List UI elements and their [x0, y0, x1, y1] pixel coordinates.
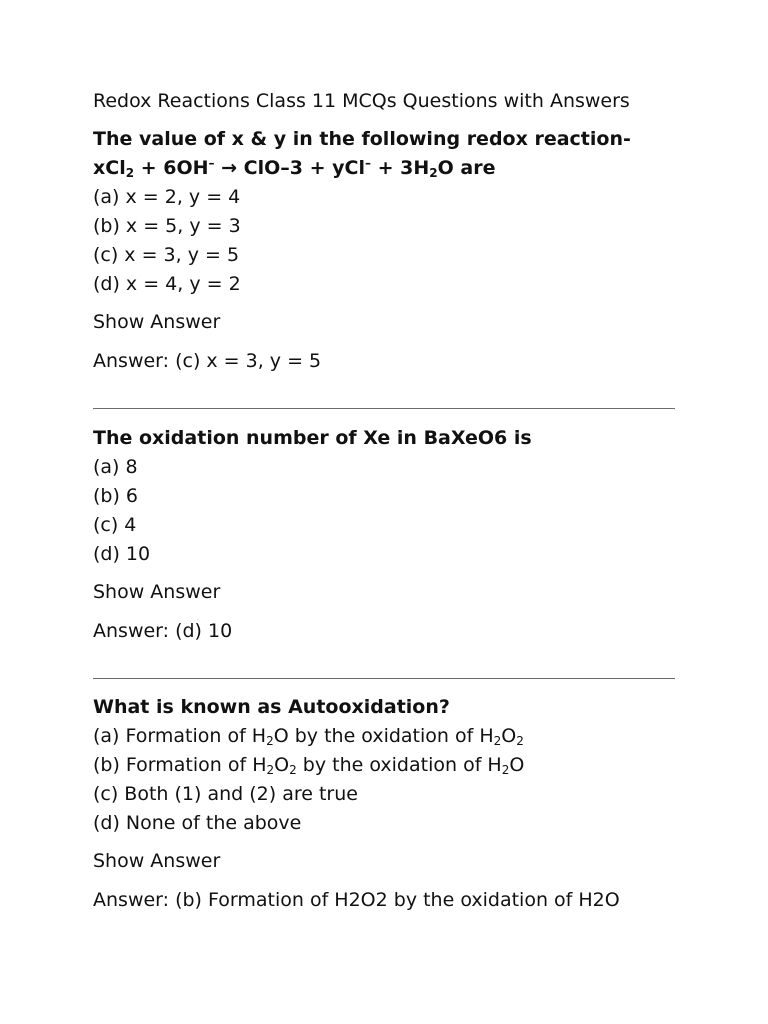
divider-1 [93, 408, 675, 409]
question-2-option-d: (d) 10 [93, 543, 151, 565]
question-2-answer: Answer: (d) 10 [93, 620, 233, 642]
question-1-show-answer[interactable]: Show Answer [93, 311, 221, 333]
question-3 [93, 693, 675, 913]
question-2-option-a: (a) 8 [93, 456, 138, 478]
question-3-answer: Answer: (b) Formation of H2O2 by the oxidation of H2O [93, 889, 620, 911]
question-2-text: The oxidation number of Xe in BaXeO6 is [93, 427, 532, 449]
question-3-text: What is known as Autooxidation? [93, 696, 450, 718]
question-3-option-b: (b) Formation of $H_2O_2$ by the oxidation of $H_2O$ [93, 754, 525, 777]
question-1-option-c: (c) x = 3, y = 5 [93, 244, 240, 266]
question-2-show-answer[interactable]: Show Answer [93, 581, 221, 603]
document-title: Redox Reactions Class 11 MCQs Questions with Answers [93, 90, 630, 112]
question-3-option-d: (d) None of the above [93, 812, 302, 834]
question-1-option-d: (d) x = 4, y = 2 [93, 273, 241, 295]
question-1-answer: Answer: (c) x = 3, y = 5 [93, 350, 322, 372]
question-3-show-answer[interactable]: Show Answer [93, 850, 221, 872]
question-1-text: The value of x & y in the following redox reaction- [93, 128, 631, 150]
question-2-option-c: (c) 4 [93, 514, 137, 536]
question-1-option-a: (a) x = 2, y = 4 [93, 186, 241, 208]
question-2-option-b: (b) 6 [93, 485, 139, 507]
question-1 [93, 125, 675, 374]
divider-2 [93, 678, 675, 679]
question-1-option-b: (b) x = 5, y = 3 [93, 215, 241, 237]
question-3-option-c: (c) Both (1) and (2) are true [93, 783, 358, 805]
question-1-equation: $xCl_2 + 6OH^- \to ClO-3 + yCl^- + 3H_2O$ are [93, 156, 496, 180]
question-2 [93, 424, 675, 644]
question-3-option-a: (a) Formation of $H_2O$ by the oxidation of $H_2O_2$ [93, 725, 524, 748]
